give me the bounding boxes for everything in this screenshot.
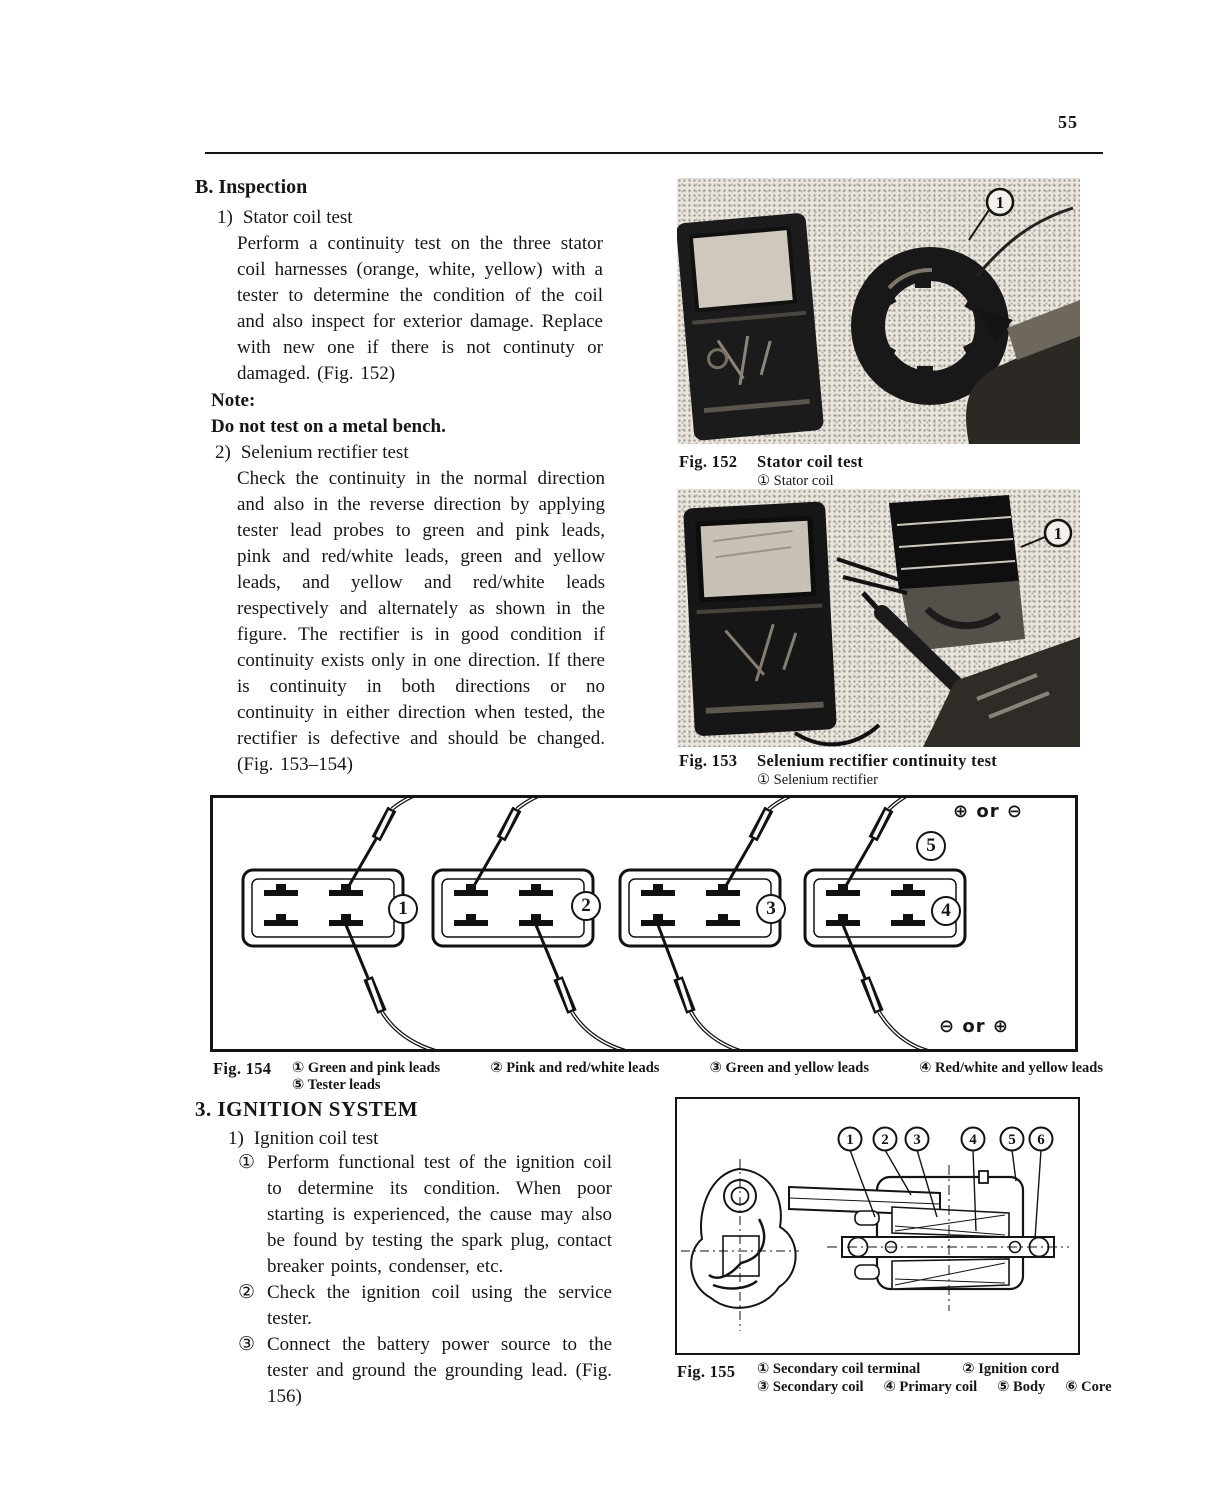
fig155-legend-line2 bbox=[757, 1379, 1112, 1396]
fig153-callout-number: 1 bbox=[1053, 524, 1063, 543]
fig152-label: Fig. 152 bbox=[679, 452, 738, 471]
ignition-item-3-text: Connect the battery power source to the tester and ground the grounding lead. (Fig. 156) bbox=[267, 1334, 612, 1407]
fig155-callouts bbox=[839, 1128, 1053, 1151]
fig154-label: Fig. 154 bbox=[213, 1059, 272, 1078]
fig154-legend-line2: ⑤ Tester leads bbox=[292, 1077, 381, 1093]
fig155-legend-item5: ⑤ Body bbox=[997, 1379, 1046, 1395]
fig154-callout-3 bbox=[756, 894, 786, 924]
fig154-legend-item2: ② Pink and red/white leads bbox=[490, 1060, 660, 1076]
ignition-sub-marker: 1) bbox=[228, 1128, 244, 1149]
fig155-callout-6: 6 bbox=[1037, 1132, 1045, 1148]
fig155-legend-item4: ④ Primary coil bbox=[883, 1379, 978, 1395]
item1-heading bbox=[217, 205, 353, 231]
item2-marker: 2) bbox=[215, 442, 231, 463]
item2-title: Selenium rectifier test bbox=[240, 442, 409, 463]
fig153-legend: ① Selenium rectifier bbox=[757, 772, 878, 788]
fig155-legend-line1 bbox=[757, 1361, 1059, 1378]
ignition-list bbox=[238, 1150, 612, 1410]
stator-ring bbox=[868, 264, 992, 388]
ignition-sub-title: Ignition coil test bbox=[253, 1128, 379, 1149]
ignition-item-2 bbox=[238, 1280, 612, 1332]
fig154-callout-1 bbox=[388, 894, 418, 924]
item1-marker: 1) bbox=[217, 207, 233, 228]
fig155-art bbox=[677, 1099, 1078, 1353]
tester-153 bbox=[683, 501, 837, 736]
fig154-callout-5 bbox=[916, 831, 946, 861]
fig153-label: Fig. 153 bbox=[679, 751, 738, 770]
fig152-callout-number: 1 bbox=[995, 193, 1005, 212]
ignition-sub-heading bbox=[228, 1126, 378, 1152]
fig155-legend-item2: ② Ignition cord bbox=[962, 1361, 1060, 1377]
fig152-photo bbox=[677, 178, 1080, 444]
fig155-callout-4: 4 bbox=[969, 1132, 977, 1148]
tester-152 bbox=[677, 212, 824, 441]
fig154-legend-line1 bbox=[292, 1060, 1103, 1077]
fig155-callout-1: 1 bbox=[846, 1132, 854, 1148]
fig153-title: Selenium rectifier continuity test bbox=[757, 751, 998, 770]
fig154-callout-4 bbox=[931, 896, 961, 926]
item2-heading bbox=[215, 440, 409, 466]
fig155-legend-item6: ⑥ Core bbox=[1065, 1379, 1112, 1395]
fig155-callout-2: 2 bbox=[881, 1132, 889, 1148]
fig153-callout-leader bbox=[1021, 537, 1045, 547]
section-heading-inspection: B. Inspection bbox=[195, 176, 308, 198]
fig153-photo bbox=[677, 489, 1080, 747]
fig154-callout-1-number: 1 bbox=[398, 898, 408, 919]
ignition-item-1-marker: ① bbox=[238, 1152, 256, 1173]
fig154-callout-2-number: 2 bbox=[581, 895, 591, 916]
fig152-callout-leader bbox=[969, 210, 989, 240]
item1-title: Stator coil test bbox=[242, 207, 353, 228]
fig154-callout-2 bbox=[571, 891, 601, 921]
fig154-legend-item4: ④ Red/white and yellow leads bbox=[919, 1060, 1103, 1076]
header-rule bbox=[205, 152, 1103, 154]
fig152-photo-art bbox=[677, 178, 1080, 444]
fig155-callout-5: 5 bbox=[1008, 1132, 1016, 1148]
fig154-legend-item3: ③ Green and yellow leads bbox=[709, 1060, 869, 1076]
section-heading-ignition: 3. IGNITION SYSTEM bbox=[195, 1097, 419, 1121]
fig153-photo-art bbox=[677, 489, 1080, 747]
ignition-item-1-text: Perform functional test of the ignition coil to determine its condition. When poor starting is experienced, the cause may also be found by testing the spark plug, contact breaker points, condenser, etc. bbox=[267, 1152, 612, 1277]
fig155-legend-item3: ③ Secondary coil bbox=[757, 1379, 864, 1395]
note-body: Do not test on a metal bench. bbox=[211, 416, 446, 437]
fig155-legend-item1: ① Secondary coil terminal bbox=[757, 1361, 921, 1377]
fig154-callout-4-number: 4 bbox=[941, 900, 951, 921]
fig152-legend: ① Stator coil bbox=[757, 473, 834, 489]
hand-shadow bbox=[923, 637, 1080, 747]
polarity-bottom: ⊖ or ⊕ bbox=[939, 1016, 1009, 1037]
stator-lead-wire bbox=[977, 208, 1073, 276]
ignition-item-3-marker: ③ bbox=[238, 1334, 256, 1355]
ignition-item-2-marker: ② bbox=[238, 1282, 256, 1303]
fig154-callout-5-number: 5 bbox=[926, 835, 936, 856]
ignition-item-3 bbox=[238, 1332, 612, 1410]
fig154-callout-3-number: 3 bbox=[766, 898, 776, 919]
fig155-callout-3: 3 bbox=[913, 1132, 921, 1148]
fig155-diagram bbox=[675, 1097, 1080, 1355]
polarity-top: ⊕ or ⊖ bbox=[953, 801, 1023, 822]
ignition-item-1 bbox=[238, 1150, 612, 1280]
ignition-item-2-text: Check the ignition coil using the service tester. bbox=[267, 1282, 612, 1329]
fig154-diagram bbox=[210, 795, 1078, 1052]
selenium-rectifier bbox=[889, 495, 1025, 651]
fig154-legend-item1: ① Green and pink leads bbox=[292, 1060, 441, 1076]
page-number: 55 bbox=[1058, 112, 1078, 132]
fig155-label: Fig. 155 bbox=[677, 1362, 736, 1381]
coil-end-view bbox=[681, 1159, 799, 1331]
selenium-rectifier-paragraph: Check the continuity in the normal direction and also in the reverse direction by applying tester lead probes to green and pink leads, pink and red/white leads, green and yellow leads, and yellow and red/white leads respectively and alternately as shown in the figure. The rectifier is in good condition if continuity exists only in one direction. If there is continuity in both directions or no continuity in either direction when tested, the rectifier is defective and should be changed. (Fig. 153–154) bbox=[237, 468, 605, 775]
note-label: Note: bbox=[211, 390, 256, 411]
coil-side-view bbox=[789, 1165, 1069, 1311]
stator-coil-paragraph: Perform a continuity test on the three stator coil harnesses (orange, white, yellow) with a tester to determine the condition of the coil and also inspect for exterior damage. Replace with new one if there is not continuty or damaged. (Fig. 152) bbox=[237, 233, 603, 384]
fig152-title: Stator coil test bbox=[757, 452, 864, 471]
